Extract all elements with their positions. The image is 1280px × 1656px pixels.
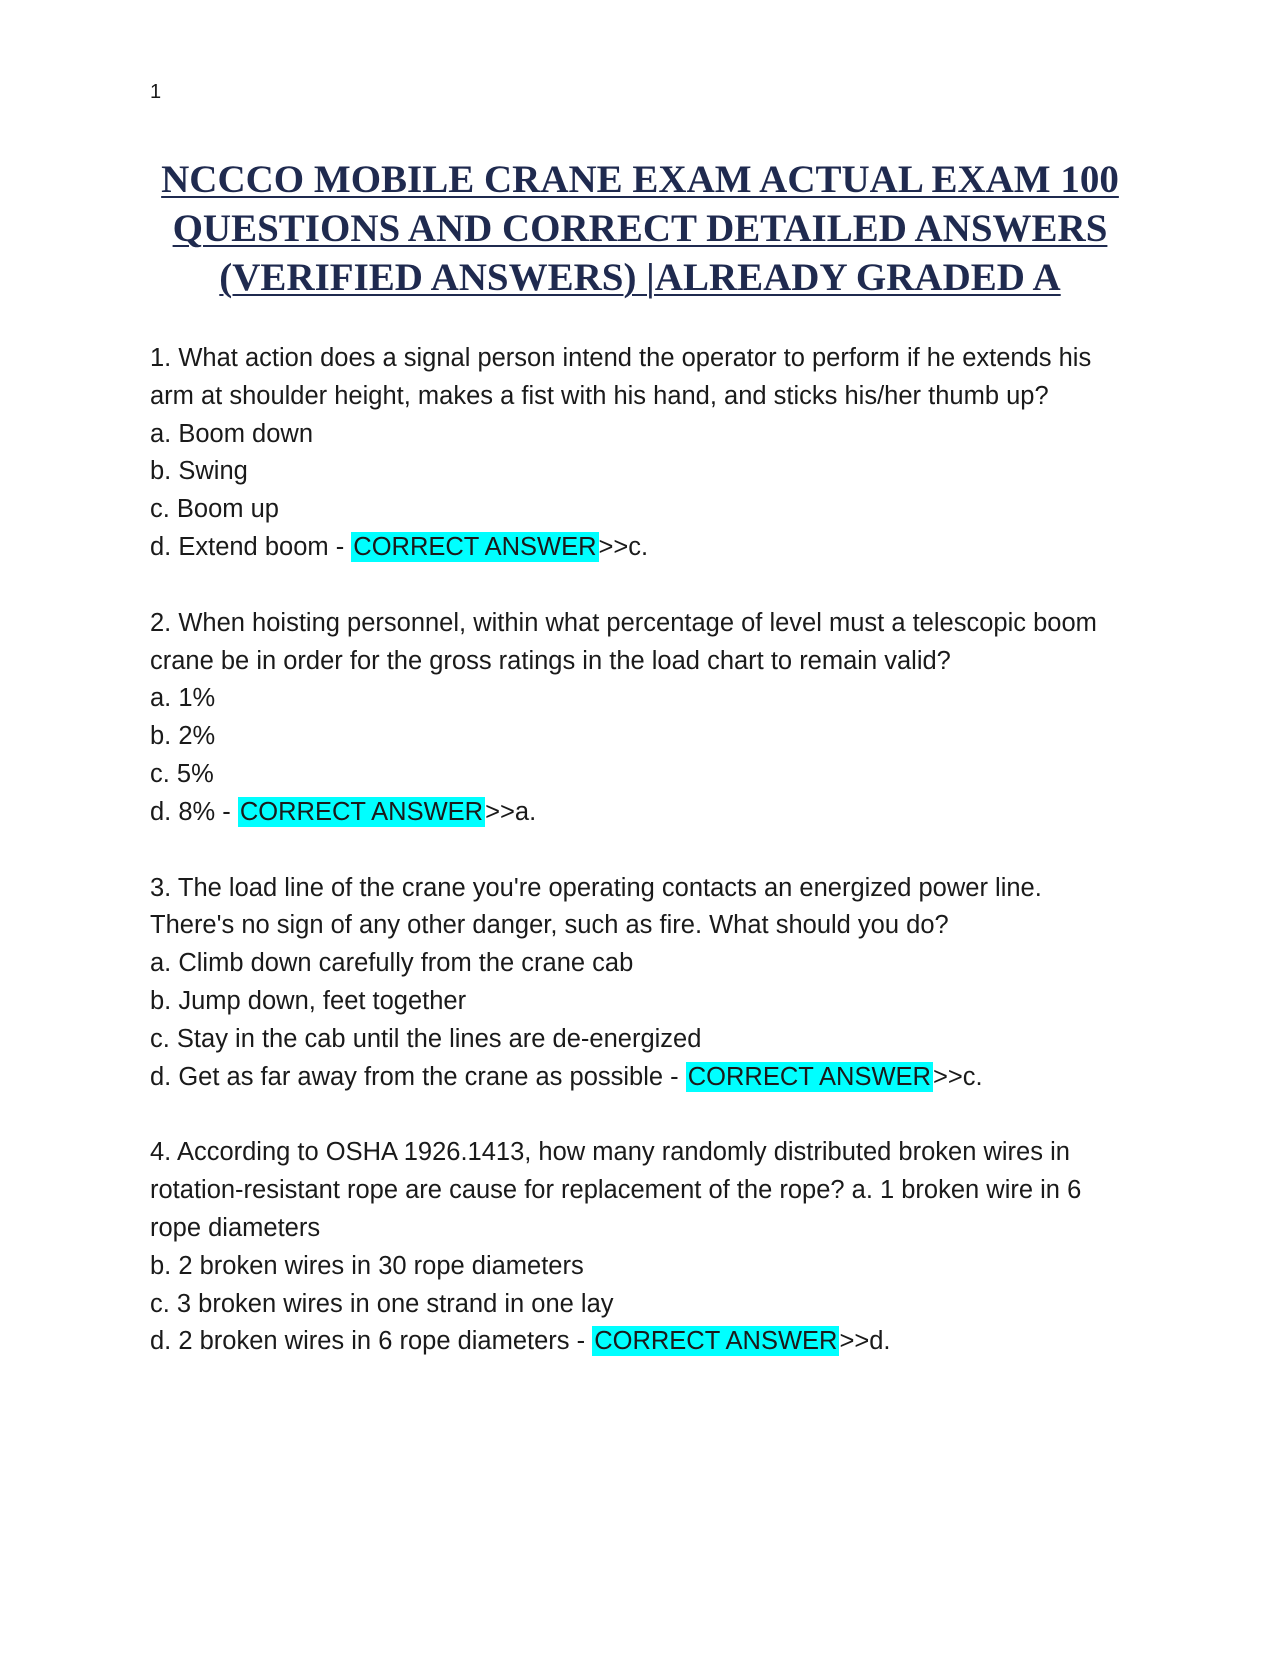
option-d-row [150, 1059, 1130, 1097]
question-4 [150, 1134, 1130, 1361]
option-d: d. 8% - [150, 797, 238, 826]
answer-value: >>a. [485, 797, 537, 826]
option-d: d. Get as far away from the crane as possible - [150, 1062, 686, 1091]
option-d: d. 2 broken wires in 6 rope diameters - [150, 1327, 593, 1356]
option-a: a. Boom down [150, 419, 314, 448]
question-1 [150, 340, 1130, 567]
option-b: b. 2% [150, 722, 216, 751]
option-d-row [150, 794, 1130, 832]
correct-answer-highlight: CORRECT ANSWER [594, 1327, 838, 1356]
option-b: b. Jump down, feet together [150, 986, 467, 1015]
question-2 [150, 605, 1130, 832]
question-3 [150, 870, 1130, 1097]
title-line-3: (VERIFIED ANSWERS) |ALREADY GRADED A [219, 256, 1061, 299]
option-c: c. 5% [150, 759, 214, 788]
answer-value: >>d. [839, 1327, 891, 1356]
correct-answer-highlight: CORRECT ANSWER [353, 532, 597, 561]
option-d-row [150, 1323, 1130, 1361]
question-list [150, 340, 1130, 1399]
option-c: c. 3 broken wires in one strand in one lay [150, 1289, 614, 1318]
option-a: a. Climb down carefully from the crane cab [150, 949, 634, 978]
option-c: c. Stay in the cab until the lines are de-energized [150, 1024, 702, 1053]
option-b: b. Swing [150, 457, 248, 486]
option-d-row [150, 529, 1130, 567]
answer-value: >>c. [598, 532, 649, 561]
correct-answer-highlight: CORRECT ANSWER [239, 797, 484, 826]
title-line-2: QUESTIONS AND CORRECT DETAILED ANSWERS [172, 207, 1108, 250]
correct-answer-highlight: CORRECT ANSWER [687, 1062, 931, 1091]
answer-value: >>c. [932, 1062, 983, 1091]
option-b: b. 2 broken wires in 30 rope diameters [150, 1251, 584, 1280]
question-stem: 2. When hoisting personnel, within what percentage of level must a telescopic boom crane be in order for the gross ratings in the load chart to remain valid? [150, 608, 1097, 675]
option-a: a. 1% [150, 684, 216, 713]
page-number: 1 [150, 81, 162, 103]
document-title [150, 155, 1130, 302]
question-stem: 4. According to OSHA 1926.1413, how many randomly distributed broken wires in rotation-resistant rope are cause for replacement of the rope? a. 1 broken wire in 6 rope diameters [150, 1138, 1082, 1242]
question-stem: 3. The load line of the crane you're operating contacts an energized power line. There's no sign of any other danger, such as fire. What should you do? [150, 873, 1042, 940]
option-d: d. Extend boom - [150, 532, 352, 561]
option-c: c. Boom up [150, 495, 279, 524]
question-stem: 1. What action does a signal person intend the operator to perform if he extends his arm at shoulder height, makes a fist with his hand, and sticks his/her thumb up? [150, 344, 1092, 410]
title-line-1: NCCCO MOBILE CRANE EXAM ACTUAL EXAM 100 [161, 158, 1119, 201]
